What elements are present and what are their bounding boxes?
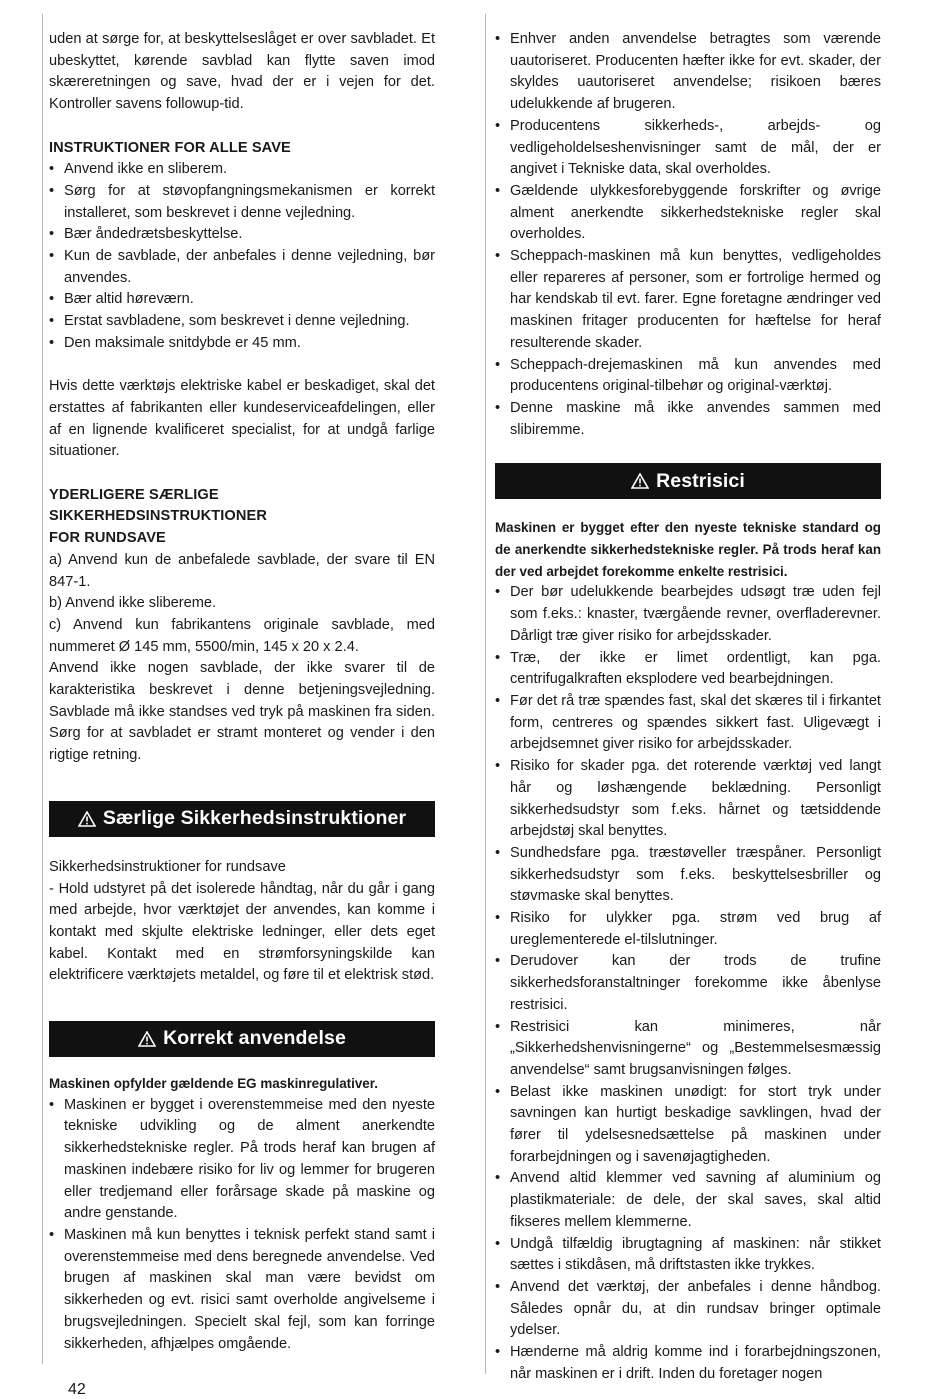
list-item: • Undgå tilfældig ibrugtagning af maskinen: når stikket sættes i stikdåsen, må driftstasten ikke trykkes. — [495, 1234, 881, 1277]
correct-use-lead: Maskinen opfylder gældende EG maskinregulativer. — [49, 1076, 378, 1092]
list-item: • Producentens sikkerheds-, arbejds- og vedligeholdelseshenvisninger samt de mål, der er angivet i Tekniske data, skal overholdes. — [495, 116, 881, 181]
list-item: • Scheppach-maskinen må kun benyttes, vedligeholdes eller repareres af personer, som er fortrolige hermed og har kendskab til evt. farer. Egne foretagne ændringer ved maskinen fritager producenten for hæftelse for heraf resulterende skader. — [495, 246, 881, 355]
cable-paragraph: Hvis dette værktøjs elektriske kabel er beskadiget, skal det erstattes af fabrikanten eller kundeserviceafdelingen, eller af en lignende kvalificeret specialist, for at undgå farlige situationer. — [49, 378, 435, 460]
round-saws-item-a: a) Anvend kun de anbefalede savblade, der svare til EN 847-1. — [49, 551, 435, 590]
restrisici-title: Restrisici — [656, 469, 745, 492]
correct-use-list — [49, 1095, 435, 1355]
list-item: • Sørg for at støvopfangningsmekanismen er korrekt installeret, som beskrevet i denne vejledning. — [49, 181, 435, 224]
warning-icon — [138, 1031, 156, 1047]
right-column — [495, 29, 881, 1385]
list-item: • Erstat savbladene, som beskrevet i denne vejledning. — [49, 311, 435, 333]
restrisici-lead: Maskinen er bygget efter den nyeste tekniske standard og de anerkendte sikkerhedstekniske regler. På trods heraf kan der ved arbejdet forekomme enkelte restrisici. — [495, 520, 881, 579]
restrisici-banner — [495, 463, 881, 499]
intro-paragraph: uden at sørge for, at beskyttelseslåget er over savbladet. Et ubeskyttet, kørende savblad kan flytte saven imod skæreretningen og save, hvad der er i vejen for det. Kontroller savens followup-tid. — [49, 31, 435, 113]
round-saws-heading-line2: FOR RUNDSAVE — [49, 530, 166, 547]
column-divider-rule — [485, 14, 486, 1374]
list-item: • Den maksimale snitdybde er 45 mm. — [49, 333, 435, 355]
list-item: • Maskinen er bygget i overenstemmeise med den nyeste tekniske udvikling og de alment anerkendte sikkerhedstekniske regler. På trods heraf kan brugen af maskinen indebære risiko for liv og lemmer for brugeren eller tredjemand eller forårsage skade på maskine og andre genstande. — [49, 1095, 435, 1225]
round-saws-item-c: c) Anvend kun fabrikantens originale savblade, med nummeret Ø 145 mm, 5500/min, 145 x 20 x 2.4. — [49, 616, 435, 655]
list-item: • Hænderne må aldrig komme ind i forarbejdningszonen, når maskinen er i drift. Inden du foretager nogen — [495, 1342, 881, 1385]
list-item: • Bær åndedrætsbeskyttelse. — [49, 224, 435, 246]
correct-use-banner — [49, 1021, 435, 1057]
list-item: • Risiko for ulykker pga. strøm ved brug af ureglementerede el-tilslutninger. — [495, 908, 881, 951]
warning-icon — [78, 811, 96, 827]
special-safety-banner — [49, 801, 435, 837]
round-saws-heading-line1: YDERLIGERE SÆRLIGE SIKKERHEDSINSTRUKTIONER — [49, 486, 267, 525]
left-column — [49, 29, 435, 1355]
list-item: • Anvend altid klemmer ved savning af aluminium og plastikmateriale: de dele, der skal saves, skal altid fikseres mellem klemmerne. — [495, 1168, 881, 1233]
round-saws-item-b: b) Anvend ikke slibereme. — [49, 595, 217, 612]
list-item: • Før det rå træ spændes fast, skal det skæres til i firkantet form, centreres og spændes sikkert fast. Uligevægt i arbejdsemnet giver risiko for arbejdsskader. — [495, 691, 881, 756]
special-line1: Sikkerhedsinstruktioner for rundsave — [49, 858, 286, 875]
correct-use-title: Korrekt anvendelse — [163, 1027, 346, 1050]
list-item: • Enhver anden anvendelse betragtes som værende uautoriseret. Producenten hæfter ikke for evt. skader, der skyldes uautoriseret anvendelse; risikoen bæres udelukkende af brugeren. — [495, 29, 881, 116]
list-item: • Maskinen må kun benyttes i teknisk perfekt stand samt i overenstemmeise med dens beregnede anvendelse. Ved brugen af maskinen skal man være bevidst om sikkerheden og evt. risici samt overholde angivelseme i brugsvejledningen. Specielt skal fejl, som kan forringe sikkerheden, afhjælpes omgående. — [49, 1225, 435, 1355]
list-item: • Restrisici kan minimeres, når „Sikkerhedshenvisningerne“ og „Bestemmelsesmæssig anvendelse“ samt brugsanvisningen følges. — [495, 1017, 881, 1082]
warning-icon — [631, 473, 649, 489]
all-saws-heading: INSTRUKTIONER FOR ALLE SAVE — [49, 139, 291, 156]
list-item: • Anvend ikke en sliberem. — [49, 159, 435, 181]
list-item: • Scheppach-drejemaskinen må kun anvendes med producentens original-tilbehør og original-værktøj. — [495, 355, 881, 398]
list-item: • Træ, der ikke er limet ordentligt, kan pga. centrifugalkraften eksplodere ved bearbejdningen. — [495, 648, 881, 691]
list-item: • Gældende ulykkesforebyggende forskrifter og øvrige alment anerkendte sikkerhedstekniske regler skal overholdes. — [495, 181, 881, 246]
list-item: • Anvend det værktøj, der anbefales i denne håndbog. Således opnår du, at din rundsav bringer optimale ydelser. — [495, 1277, 881, 1342]
list-item: • Kun de savblade, der anbefales i denne vejledning, bør anvendes. — [49, 246, 435, 289]
list-item: • Derudover kan der trods de trufine sikkerhedsforanstaltninger forekomme ikke åbenlyse restrisici. — [495, 951, 881, 1016]
list-item: • Denne maskine må ikke anvendes sammen med slibiremme. — [495, 398, 881, 441]
list-item: • Der bør udelukkende bearbejdes udsøgt træ uden fejl som f.eks.: knaster, tværgående revner, overfladerevner. Dårligt træ giver risiko for arbejdsskader. — [495, 582, 881, 647]
special-body: - Hold udstyret på det isolerede håndtag, når du går i gang med arbejde, hvor værktøjet der anvendes, kan komme i kontakt med skjulte elektriske ledninger, eller dets eget kabel. Kontakt med en strømforsyningskilde kan elektrificere værktøjets metaldel, og føre til et elektrisk stød. — [49, 880, 435, 984]
use-list — [495, 29, 881, 441]
list-item: • Sundhedsfare pga. træstøveller træspåner. Personligt sikkerhedsudstyr som f.eks. beskyttelsesbriller og støvmaske skal benyttes. — [495, 843, 881, 908]
list-item: • Bær altid høreværn. — [49, 289, 435, 311]
page-number: 42 — [68, 1381, 86, 1398]
list-item: • Risiko for skader pga. det roterende værktøj ved langt hår og løshængende beklædning. Personligt sikkerhedsudstyr som f.eks. hårnet og tætsiddende arbejdstøj skal benyttes. — [495, 756, 881, 843]
round-saws-paragraph: Anvend ikke nogen savblade, der ikke svarer til de karakteristika beskrevet i denne betjeningsvejledning. Savblade må ikke standses ved tryk på maskinen fra siden. Sørg for at savbladet er stramt monteret og vender i den rigtige retning. — [49, 660, 435, 764]
list-item: • Belast ikke maskinen unødigt: for stort tryk under savningen kan hurtigt beskadige savklingen, hvad der fører til ydelsesnedsættelse på maskinen under forarbejdningen og i savenøjagtigheden. — [495, 1082, 881, 1169]
restrisici-list — [495, 582, 881, 1385]
all-saws-list — [49, 159, 435, 354]
left-margin-rule — [42, 14, 43, 1364]
special-safety-title: Særlige Sikkerhedsinstruktioner — [102, 807, 407, 829]
